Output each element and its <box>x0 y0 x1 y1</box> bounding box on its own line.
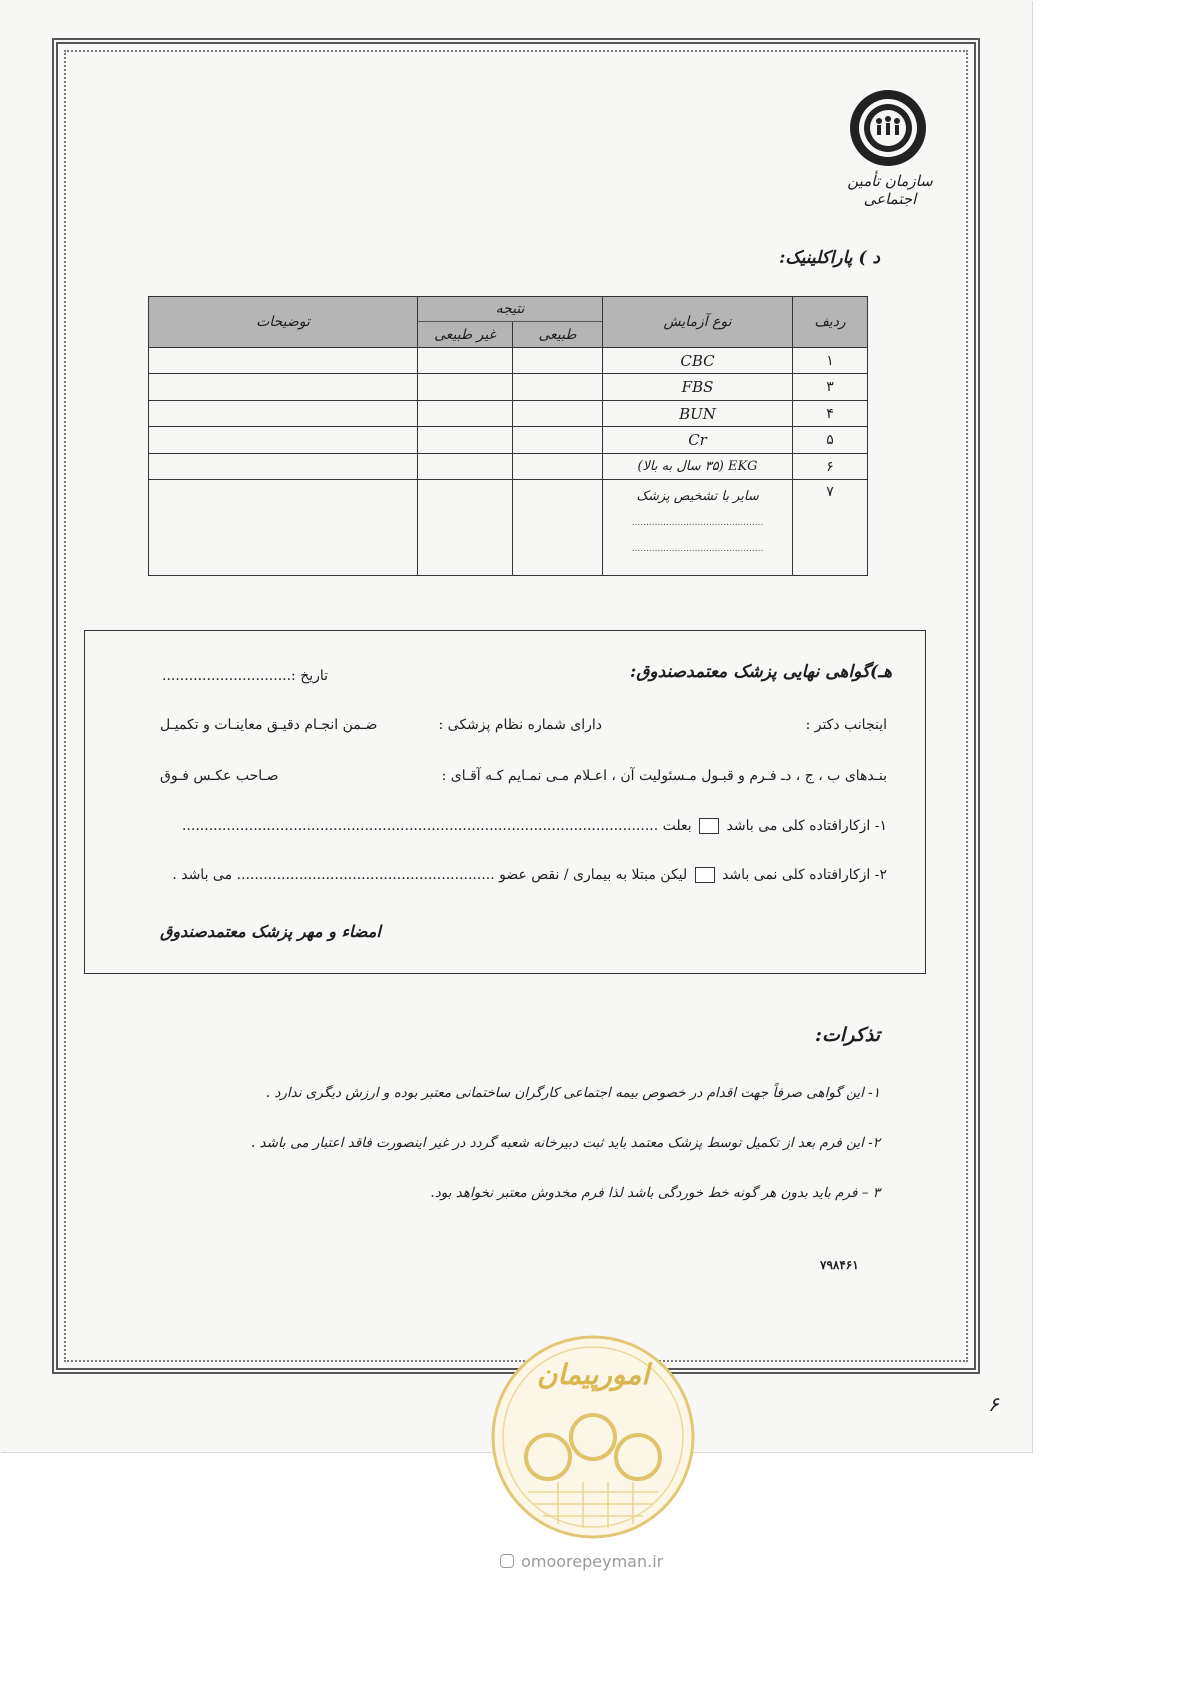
section-h-title: هـ)گواهی نهایی پزشک معتمدصندوق: <box>629 662 892 682</box>
header-abnormal: غیر طبیعی <box>418 322 513 347</box>
social-security-organization-logo-icon <box>846 86 930 170</box>
header-row-number: ردیف <box>793 297 868 348</box>
header-normal: طبیعی <box>513 322 603 347</box>
cell-abnormal <box>418 453 513 479</box>
test-name: CBC <box>603 347 793 373</box>
table-row <box>149 347 868 373</box>
test-name: FBS <box>603 374 793 400</box>
option-disabled-label: ۱- ازکارافتاده کلی می باشد <box>726 818 887 834</box>
cell-notes <box>149 347 418 373</box>
table-row <box>149 374 868 400</box>
cell-abnormal <box>418 427 513 453</box>
suffix-text: می باشد . <box>172 867 233 883</box>
cell-normal <box>513 427 603 453</box>
cell-notes <box>149 400 418 426</box>
header-test-type: نوع آزمایش <box>603 297 793 348</box>
cell-notes <box>149 480 418 576</box>
logo <box>840 86 936 174</box>
watermark-stamp <box>488 1332 698 1542</box>
cell-abnormal <box>418 480 513 576</box>
paraclinic-table <box>148 296 868 576</box>
row-index: ۷ <box>793 480 868 576</box>
page-number: ۶ <box>988 1392 999 1416</box>
declaration-text: بنـدهای ب ، ج ، د‌ـ فـرم و قبـول مـسئولیت آن ، اعـلام مـی نمـایم کـه آقـای : <box>441 768 887 784</box>
cell-normal <box>513 374 603 400</box>
test-name: EKG (۳۵ سال به بالا) <box>603 453 793 479</box>
doctor-label: اینجانب دکتر : <box>805 717 887 733</box>
date-field: تاریخ :............................. <box>162 668 329 684</box>
header-notes: توضیحات <box>149 297 418 348</box>
cell-notes <box>149 427 418 453</box>
table-row <box>149 453 868 479</box>
signature-label: امضاء و مهر پزشک معتمدصندوق <box>160 922 381 941</box>
stamp-text: امورپیمان <box>536 1358 650 1391</box>
test-name-other: سایر با تشخیص پزشک .............................................. .............................................. <box>603 480 793 576</box>
cell-notes <box>149 453 418 479</box>
cell-abnormal <box>418 374 513 400</box>
row-index: ۱ <box>793 347 868 373</box>
row-index: ۳ <box>793 374 868 400</box>
not-disabled-checkbox[interactable] <box>695 867 715 883</box>
exam-text: ضـمن انجـام دقیـق معاینـات و تکمیـل <box>160 717 378 733</box>
notes-title: تذکرات: <box>815 1024 880 1046</box>
cell-normal <box>513 347 603 373</box>
org-name: سازمان تأمین اجتماعی <box>847 172 933 208</box>
table-row <box>149 480 868 576</box>
disabled-checkbox[interactable] <box>699 818 719 834</box>
cell-abnormal <box>418 347 513 373</box>
note-item: ۳ – فرم باید بدون هر گونه خط خوردگی باشد لذا فرم مخدوش معتبر نخواهد بود. <box>430 1185 880 1201</box>
form-code: ۷۹۸۴۶۱ <box>820 1258 859 1272</box>
cell-notes <box>149 374 418 400</box>
section-d-title: د ) پاراکلینیک: <box>779 248 880 268</box>
note-item: ۲- این فرم بعد از تکمیل توسط پزشک معتمد باید ثبت دبیرخانه شعبه گردد در غیر اینصورت فاقد اعتبار می باشد . <box>250 1135 880 1151</box>
row-index: ۵ <box>793 427 868 453</box>
header-result: نتیجه <box>418 297 603 322</box>
test-name: Cr <box>603 427 793 453</box>
cell-normal <box>513 453 603 479</box>
note-item: ۱- این گواهی صرفاً جهت اقدام در خصوص بیمه اجتماعی کارگران ساختمانی معتبر بوده و ارزش دیگری ندارد . <box>265 1085 880 1101</box>
option-not-disabled <box>172 867 887 883</box>
cell-abnormal <box>418 400 513 426</box>
row-index: ۶ <box>793 453 868 479</box>
watermark-site <box>500 1552 663 1571</box>
disease-field: لیکن مبتلا به بیماری / نقص عضو .......................................................... <box>236 867 688 883</box>
cell-normal <box>513 480 603 576</box>
cell-normal <box>513 400 603 426</box>
test-name: BUN <box>603 400 793 426</box>
medical-number-label: دارای شماره نظام پزشکی : <box>438 717 602 733</box>
row-index: ۴ <box>793 400 868 426</box>
cause-field: بعلت ........................................................................................................... <box>182 818 692 834</box>
option-disabled <box>182 818 887 834</box>
option-not-disabled-label: ۲- ازکارافتاده کلی نمی باشد <box>722 867 887 883</box>
site-url: omoorepeyman.ir <box>521 1552 664 1571</box>
table-row <box>149 427 868 453</box>
table-row <box>149 400 868 426</box>
photo-owner-text: صـاحب عکـس فـوق <box>160 768 279 784</box>
instagram-icon <box>500 1554 514 1568</box>
